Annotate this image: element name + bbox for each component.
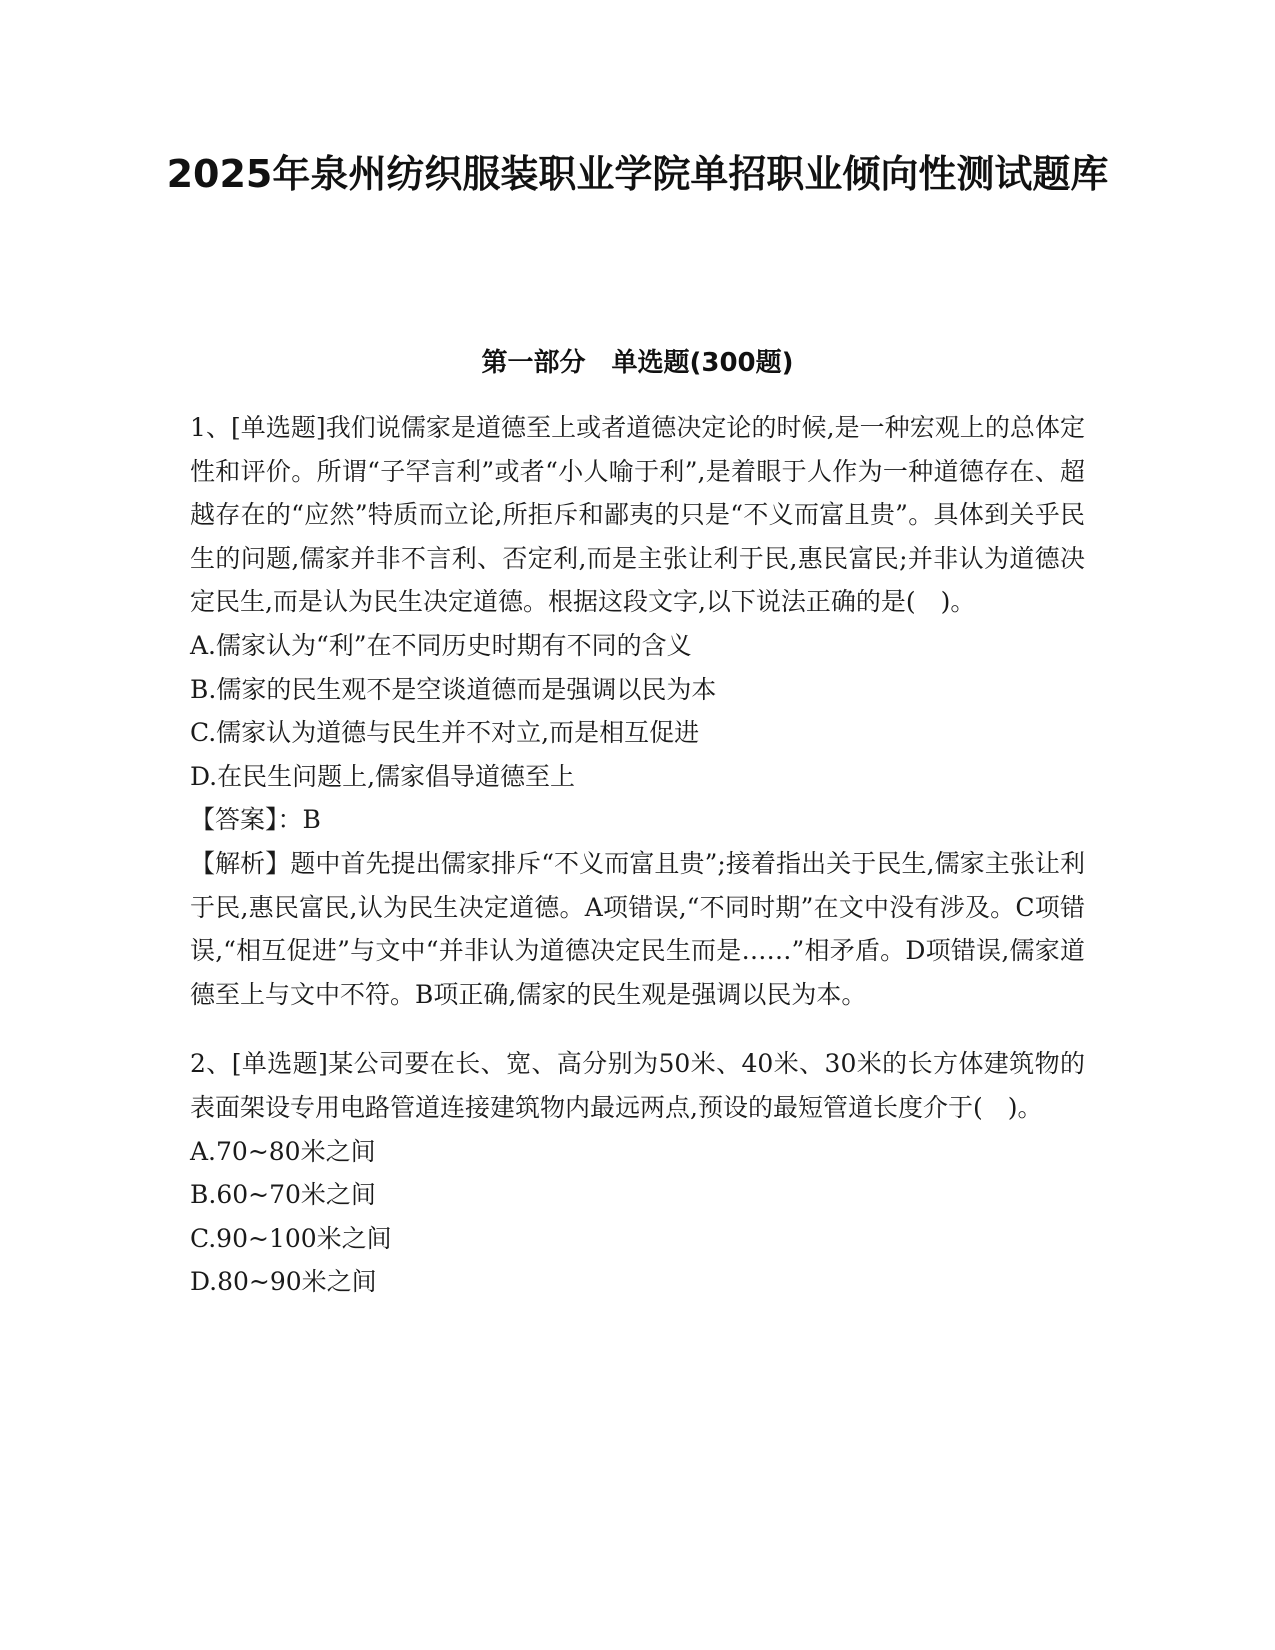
question-stem: 2、[单选题]某公司要在长、宽、高分别为50米、40米、30米的长方体建筑物的表面架设专用电路管道连接建筑物内最远两点,预设的最短管道长度介于( )。 xyxy=(190,1049,1085,1122)
section-heading: 第一部分 单选题(300题) xyxy=(481,348,794,378)
option-c: C.儒家认为道德与民生并不对立,而是相互促进 xyxy=(190,718,700,748)
document-title: 2025年泉州纺织服装职业学院单招职业倾向性测试题库 xyxy=(166,152,1109,196)
option-b: B.60~70米之间 xyxy=(190,1180,376,1210)
answer-line: 【答案】：B xyxy=(190,805,321,835)
question-list xyxy=(190,406,1085,1304)
option-d: D.80~90米之间 xyxy=(190,1267,377,1297)
option-d: D.在民生问题上,儒家倡导道德至上 xyxy=(190,761,576,791)
option-c: C.90~100米之间 xyxy=(190,1223,392,1253)
question-2 xyxy=(190,1042,1085,1304)
option-a: A.70~80米之间 xyxy=(190,1136,376,1166)
question-stem: 1、[单选题]我们说儒家是道德至上或者道德决定论的时候,是一种宏观上的总体定性和评价。所谓“子罕言利”或者“小人喻于利”,是着眼于人作为一种道德存在、超越存在的“应然”特质而立论,所拒斥和鄙夷的只是“不义而富且贵”。具体到关乎民生的问题,儒家并非不言利、否定利,而是主张让利于民,惠民富民;并非认为道德决定民生,而是认为民生决定道德。根据这段文字,以下说法正确的是( )。 xyxy=(190,413,1085,617)
analysis-paragraph: 【解析】题中首先提出儒家排斥“不义而富且贵”;接着指出关于民生,儒家主张让利于民,惠民富民,认为民生决定道德。A项错误,“不同时期”在文中没有涉及。C项错误,“相互促进”与文中“并非认为道德决定民生而是……”相矛盾。D项错误,儒家道德至上与文中不符。B项正确,儒家的民生观是强调以民为本。 xyxy=(190,848,1085,1009)
question-1 xyxy=(190,406,1085,1016)
option-b: B.儒家的民生观不是空谈道德而是强调以民为本 xyxy=(190,674,717,704)
option-a: A.儒家认为“利”在不同历史时期有不同的含义 xyxy=(190,630,692,660)
